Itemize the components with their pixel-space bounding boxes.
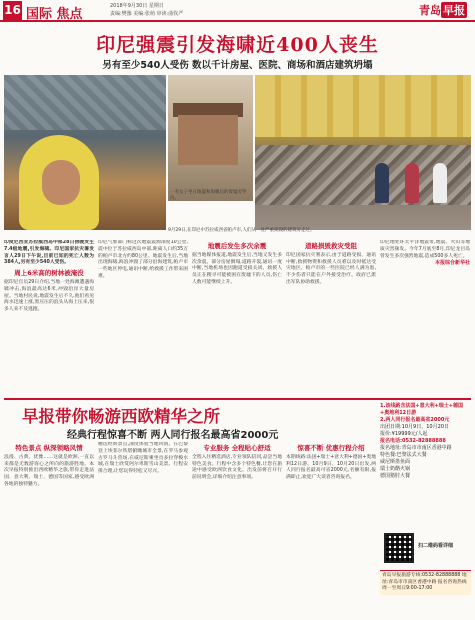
story1-body [4,240,471,395]
story1-column [4,240,94,395]
story2-subheading: 惊喜不断 优惠行程介绍 [297,444,365,452]
info-row: 威尼斯墨鱼面 [380,459,411,465]
story1-source-note: 本报综合新华社 [434,260,470,267]
info-row: 德国猪肘大餐 [380,473,411,479]
paper-seal: 早报 [443,4,465,17]
info-row: 报名地址:青岛市市南区香港中路 [380,445,452,451]
ad-footer: 青岛早报旅游专线:0532-82888888 地址:青岛市市南区香港中路 报名咨询热线 周一至周日9:00-17:00 [380,570,471,595]
story1-column [192,240,282,395]
story1-subheading: 周上6米高的树林被淹没 [14,269,84,278]
story1-subhead: 另有至少540人受伤 数以千计房屋、医院、商场和酒店建筑坍塌 [102,60,373,71]
section-divider [4,398,471,400]
story2-column [4,442,94,618]
section-sub-label: 焦点 [56,7,83,22]
story1-column [380,240,470,395]
story2-text: 精选经典景点,深度体验当地风情。在巴黎登上埃菲尔铁塔俯瞰城市全景,在罗马参观古罗马斗兽场,在威尼斯乘坐贡多拉穿梭水城,在瑞士欣赏阿尔卑斯雪山美景。行程安排合理,让您玩得轻松又尽兴。 [98,442,188,475]
story1-text: 据印尼官员29日介绍,当地一处海滩遭遇海啸冲击,海浪最高达6米,冲毁沿岸大量房屋。当地村民说,地震发生后不久,他们看见海水迅速上涨,黑压压的浪头从海上压来,很多人来不及逃跑。 [4,279,94,313]
section-title [26,3,83,22]
story2-text: 全程入住精选酒店,专业领队陪同,品尝当地特色美食。行程中含多个特色餐,让您在旅途中感受欧洲饮食文化。出发前将召开行前说明会,详细介绍注意事项。 [192,454,282,481]
page-number: 16 [3,1,22,20]
story2-subheading: 专业服务 全程贴心舒适 [203,444,271,452]
paper-name: 青岛 [419,4,441,17]
qr-label: 扫二维码看详细 [418,543,454,549]
info-row: 报价:¥19999元/人起 [380,431,428,437]
story2-column [286,442,376,618]
story1-column [98,240,188,395]
story2-column [98,442,188,618]
info-row: 1.该线路含法国+意大利+瑞士+德国+奥地利12日游 [380,403,463,416]
section-label: 国际 [26,7,53,22]
qr-code-icon[interactable] [384,533,414,563]
story2-subhead: 经典行程惊喜不断 两人同行报名最高省2000元 [67,430,279,441]
story1-text: 印尼气象部门称这次地震震源深度10公里,震中位于苏拉威西岛中部,距离人口约35万的帕卢市北方约80公里。地震发生后,当地出现海啸,海浪冲毁了部分沿海建筑,帕卢市一些地区停电,通讯中断,给救援工作带来困难。 [98,240,188,279]
story1-subheading: 地震后发生多次余震 [207,242,267,250]
photo-collapsed-building [255,75,471,230]
photo-damaged-house [168,75,253,201]
photo-caption-mid: 一名女子坐在地震和海啸后的废墟旁哭泣。 [170,190,247,201]
story2-text: 浪漫、古典、优雅……这就是欧洲,一直以来都是无数游客心之所向的旅游胜地。本次早报特别推出西欧精华之旅,带你走进法国、意大利、瑞士、德国等国家,感受欧洲各地的独特魅力。 [4,454,94,487]
info-row: 2.两人同行报名最高省2000元 [380,417,450,423]
story2-text: 本期线路:法国+瑞士+意大利+德国+奥地利12日游。10月9日、10月20日出发,两人同行报名最高可省2000元,名额有限,报满即止,欢迎广大读者咨询报名。 [286,454,376,481]
photo-crying-woman [4,75,166,230]
paper-logo [419,2,467,18]
story1-headline: 印尼强震引发海啸近400人丧生 [96,34,379,56]
masthead-meta [110,2,183,18]
editor-credits: 责编:樊豫 美编:张萌 审读:曲钦严 [110,11,184,17]
story1-text: 据当地媒体报道,地震发生后,当地又发生多次余震。部分房屋倒塌,道路开裂,通讯一度中断,当地机场也因跑道受损关闭。救援人员正在搜寻可能被困在废墟下的人员,伤亡人数可能继续上升。 [192,252,282,285]
story2-headline: 早报带你畅游西欧精华之所 [22,407,220,426]
story2-body [4,442,378,618]
masthead [0,0,475,22]
story1-column [286,240,376,395]
photo-caption-strip: 9月29日,在印尼中苏拉威西省帕卢市,人们从一处严重损毁的建筑旁走过。 [168,228,315,233]
tour-info-box [380,403,471,618]
story1-text: 印尼国家抗灾署表示,由于道路受损、通讯中断,救援物资和救援人员难以及时抵达受灾地区。帕卢市的一些医院已经人满为患,不少伤者只能在户外接受治疗。政府已派出军队协助救援。 [286,252,376,285]
issue-date: 2018年9月30日 星期日 [110,3,164,9]
info-row: 瑞士奶酪火锅 [380,466,411,472]
story2-subheading: 特色景点 纵深领略风情 [15,444,83,452]
info-row: 报名电话:0532-82888888 [380,438,446,444]
story1-lead: 印度尼西亚苏拉威西岛中部28日傍晚发生7.4级地震,引发海啸。印尼国家抗灾署发言人29日下午说,目前已知的死亡人数为384人,另有至少540人受伤。 [4,240,94,266]
story2-column [192,442,282,618]
story1-text: 印尼地处环太平洋地震带,地震、火山等地质灾害频发。今年7月底至8月,印尼龙目岛曾发生多次强烈地震,造成500多人死亡。 [380,240,470,259]
story1-subheading: 道路损毁救灾受阻 [305,242,357,250]
info-row: 出团日期:10月9日、10月20日 [380,424,449,430]
info-row: 特色餐:巴黎法式大餐 [380,452,427,458]
